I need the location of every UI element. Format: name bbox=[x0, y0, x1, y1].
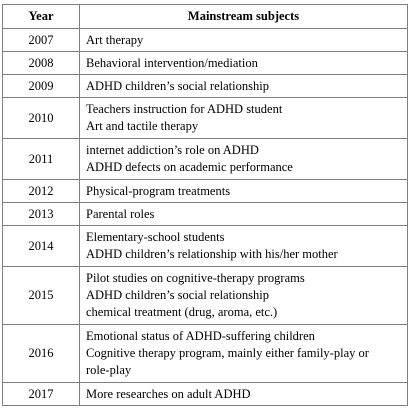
table-row bbox=[3, 325, 408, 383]
subject-line: Pilot studies on cognitive-therapy programs bbox=[86, 271, 305, 285]
subject-line: internet addiction’s role on ADHD bbox=[86, 143, 259, 157]
year-cell: 2016 bbox=[3, 325, 80, 383]
subject-line: Teachers instruction for ADHD student bbox=[86, 102, 283, 116]
subject-line: role-play bbox=[86, 363, 132, 377]
table-row bbox=[3, 180, 408, 203]
table-row bbox=[3, 139, 408, 180]
subject-line: ADHD defects on academic performance bbox=[86, 160, 293, 174]
year-cell: 2009 bbox=[3, 75, 80, 98]
subject-line: ADHD children’s social relationship bbox=[86, 288, 269, 302]
subject-line: Physical-program treatments bbox=[86, 183, 231, 198]
subject-line: More researches on adult ADHD bbox=[86, 386, 251, 401]
year-cell: 2010 bbox=[3, 98, 80, 139]
subjects-cell bbox=[80, 226, 408, 267]
subjects-cell bbox=[80, 203, 408, 226]
subject-line: Emotional status of ADHD-suffering children bbox=[86, 329, 315, 343]
year-cell: 2007 bbox=[3, 29, 80, 52]
subjects-cell bbox=[80, 75, 408, 98]
table-row bbox=[3, 226, 408, 267]
table-row bbox=[3, 267, 408, 325]
subjects-cell bbox=[80, 267, 408, 325]
table-row bbox=[3, 203, 408, 226]
subjects-cell bbox=[80, 139, 408, 180]
table-row bbox=[3, 52, 408, 75]
table-row bbox=[3, 98, 408, 139]
subject-line: ADHD children’s social relationship bbox=[86, 78, 269, 93]
subject-line: Art therapy bbox=[86, 32, 144, 47]
subject-line: ADHD children’s relationship with his/her mother bbox=[86, 247, 338, 261]
year-cell: 2012 bbox=[3, 180, 80, 203]
subjects-header: Mainstream subjects bbox=[80, 5, 408, 29]
subject-line: chemical treatment (drug, aroma, etc.) bbox=[86, 305, 278, 319]
subjects-cell bbox=[80, 52, 408, 75]
subjects-table bbox=[2, 4, 408, 406]
year-cell: 2015 bbox=[3, 267, 80, 325]
year-cell: 2017 bbox=[3, 383, 80, 406]
year-cell: 2011 bbox=[3, 139, 80, 180]
subjects-cell bbox=[80, 383, 408, 406]
subject-line: Elementary-school students bbox=[86, 230, 225, 244]
year-cell: 2014 bbox=[3, 226, 80, 267]
subjects-cell bbox=[80, 29, 408, 52]
subjects-cell bbox=[80, 325, 408, 383]
table-row bbox=[3, 29, 408, 52]
subject-line: Cognitive therapy program, mainly either family-play or bbox=[86, 346, 369, 360]
subjects-cell bbox=[80, 98, 408, 139]
year-cell: 2008 bbox=[3, 52, 80, 75]
table-row bbox=[3, 383, 408, 406]
header-row bbox=[3, 5, 408, 29]
subject-line: Behavioral intervention/mediation bbox=[86, 55, 258, 70]
subject-line: Parental roles bbox=[86, 206, 155, 221]
subject-line: Art and tactile therapy bbox=[86, 119, 199, 133]
year-header: Year bbox=[3, 5, 80, 29]
subjects-cell bbox=[80, 180, 408, 203]
table-row bbox=[3, 75, 408, 98]
year-cell: 2013 bbox=[3, 203, 80, 226]
